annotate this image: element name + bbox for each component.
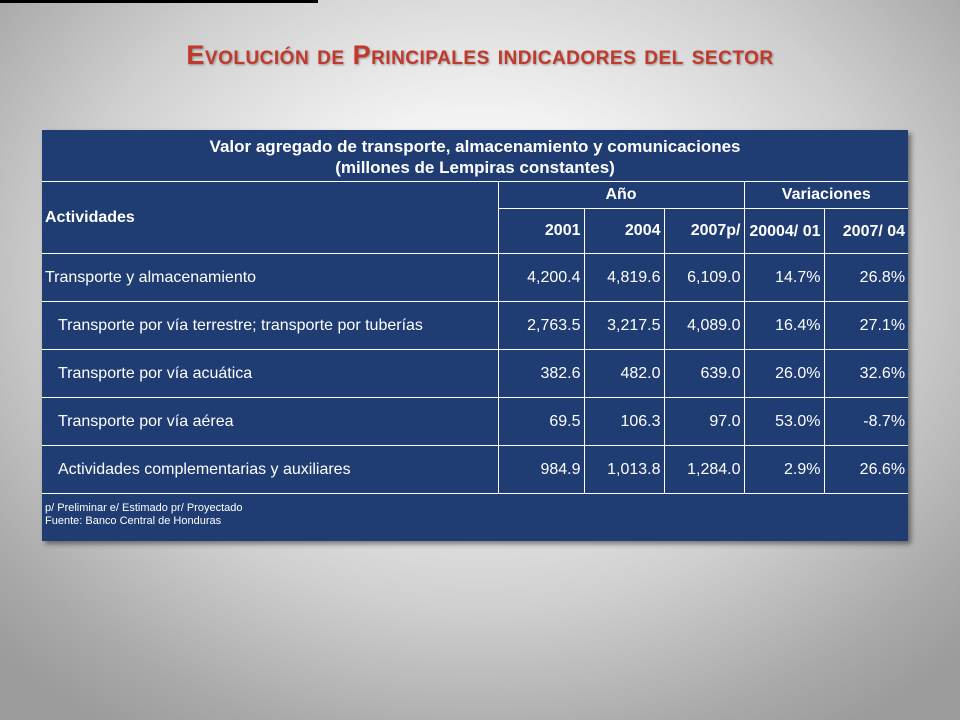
top-accent-bar xyxy=(0,0,318,3)
value-added-table xyxy=(42,130,908,550)
year-group-header: Año xyxy=(498,182,744,209)
row-label: Transporte por vía acuática xyxy=(42,350,498,398)
value-cell: 984.9 xyxy=(498,446,584,494)
year-header: 2007p/ xyxy=(664,209,744,254)
value-cell: 4,819.6 xyxy=(584,254,664,302)
value-cell: 14.7% xyxy=(744,254,824,302)
slide-title: Evolución de Principales indicadores del sector xyxy=(186,40,774,70)
value-cell: 4,200.4 xyxy=(498,254,584,302)
caption-line-1: Valor agregado de transporte, almacenamiento y comunicaciones xyxy=(209,137,741,156)
value-cell: 6,109.0 xyxy=(664,254,744,302)
table-caption xyxy=(42,130,908,182)
value-cell: 482.0 xyxy=(584,350,664,398)
row-label: Transporte por vía aérea xyxy=(42,398,498,446)
value-cell: 639.0 xyxy=(664,350,744,398)
footnote-source: Fuente: Banco Central de Honduras xyxy=(45,515,222,527)
value-cell: 97.0 xyxy=(664,398,744,446)
value-cell: 32.6% xyxy=(824,350,908,398)
value-cell: 4,089.0 xyxy=(664,302,744,350)
data-table-panel xyxy=(42,130,908,541)
caption-line-2: (millones de Lempiras constantes) xyxy=(335,158,615,177)
value-cell: 106.3 xyxy=(584,398,664,446)
table-row xyxy=(42,302,908,350)
variation-header: 2007/ 04 xyxy=(824,209,908,254)
value-cell: 2.9% xyxy=(744,446,824,494)
value-cell: -8.7% xyxy=(824,398,908,446)
value-cell: 1,013.8 xyxy=(584,446,664,494)
value-cell: 1,284.0 xyxy=(664,446,744,494)
row-label: Actividades complementarias y auxiliares xyxy=(42,446,498,494)
table-row xyxy=(42,350,908,398)
value-cell: 26.8% xyxy=(824,254,908,302)
value-cell: 2,763.5 xyxy=(498,302,584,350)
value-cell: 26.6% xyxy=(824,446,908,494)
value-cell: 16.4% xyxy=(744,302,824,350)
year-header: 2001 xyxy=(498,209,584,254)
variation-group-header: Variaciones xyxy=(744,182,908,209)
value-cell: 53.0% xyxy=(744,398,824,446)
footnote-legend: p/ Preliminar e/ Estimado pr/ Proyectado xyxy=(45,502,243,514)
value-cell: 382.6 xyxy=(498,350,584,398)
table-row xyxy=(42,398,908,446)
row-label: Transporte y almacenamiento xyxy=(42,254,498,302)
activities-header: Actividades xyxy=(42,182,498,254)
value-cell: 3,217.5 xyxy=(584,302,664,350)
value-cell: 69.5 xyxy=(498,398,584,446)
value-cell: 27.1% xyxy=(824,302,908,350)
year-header: 2004 xyxy=(584,209,664,254)
table-row xyxy=(42,446,908,494)
value-cell: 26.0% xyxy=(744,350,824,398)
table-footnote xyxy=(42,494,908,551)
variation-header: 20004/ 01 xyxy=(744,209,824,254)
row-label: Transporte por vía terrestre; transporte por tuberías xyxy=(42,302,498,350)
table-row xyxy=(42,254,908,302)
